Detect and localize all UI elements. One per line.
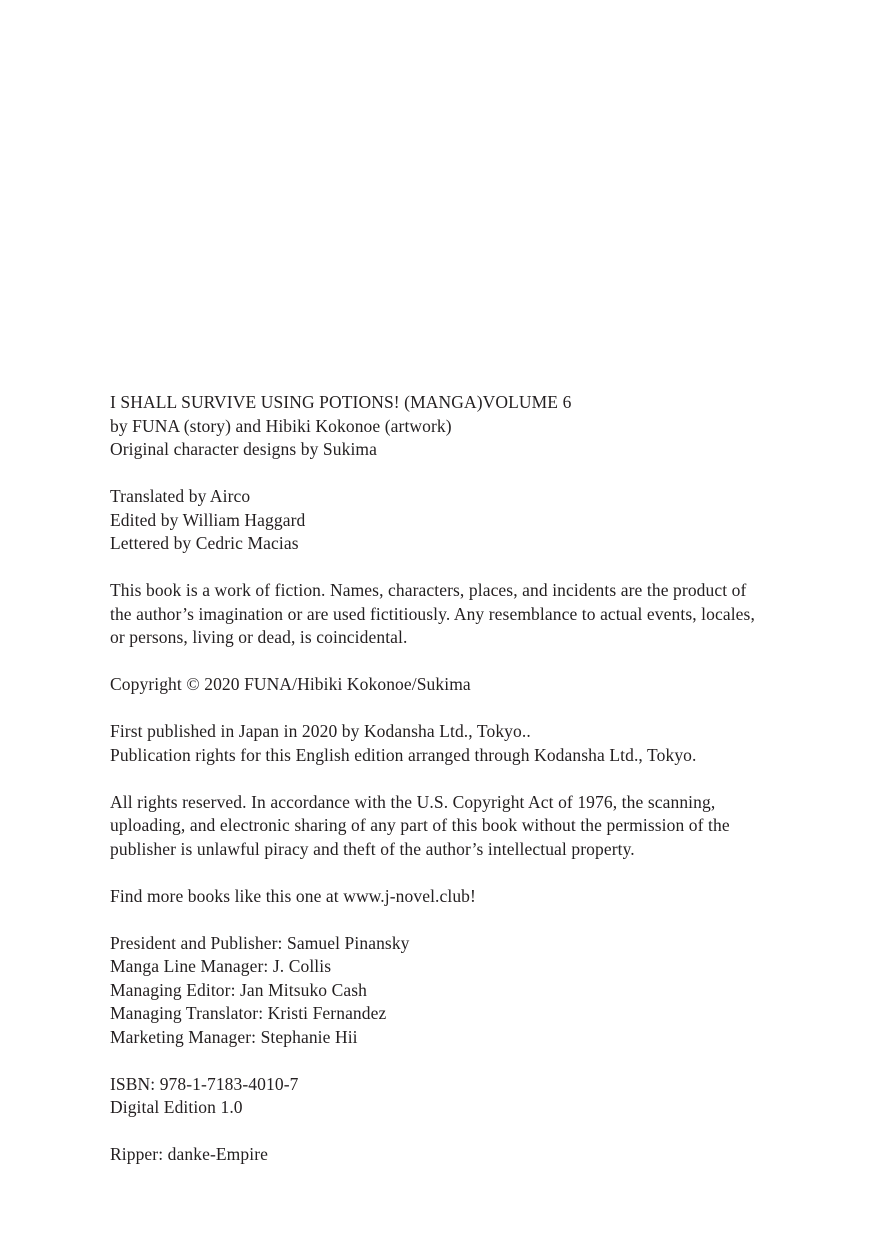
text-line: Edited by William Haggard bbox=[110, 509, 306, 530]
text-line: Manga Line Manager: J. Collis bbox=[110, 956, 332, 976]
colophon-text bbox=[110, 391, 810, 1167]
text-line: Lettered by Cedric Macias bbox=[110, 533, 299, 553]
text-line: Publication rights for this English edition arranged through Kodansha Ltd., Tokyo. bbox=[110, 744, 697, 765]
text-line: First published in Japan in 2020 by Kodansha Ltd., Tokyo.. bbox=[110, 721, 531, 741]
paragraph-copyright-line bbox=[110, 673, 810, 697]
paragraph-staff-block bbox=[110, 932, 810, 1050]
text-line: Ripper: danke-Empire bbox=[110, 1144, 268, 1164]
paragraph-credits-block bbox=[110, 485, 810, 556]
text-line: Find more books like this one at www.j-novel.club! bbox=[110, 885, 476, 906]
text-line: Managing Translator: Kristi Fernandez bbox=[110, 1003, 387, 1023]
text-line: This book is a work of fiction. Names, characters, places, and incidents are the product of bbox=[110, 580, 747, 600]
paragraph-title-block bbox=[110, 391, 810, 462]
paragraph-ripper-line bbox=[110, 1143, 810, 1167]
text-line: Digital Edition 1.0 bbox=[110, 1097, 243, 1117]
text-line: I SHALL SURVIVE USING POTIONS! (MANGA)VOLUME 6 bbox=[110, 392, 572, 412]
text-line: by FUNA (story) and Hibiki Kokonoe (artwork) bbox=[110, 415, 452, 436]
text-line: uploading, and electronic sharing of any part of this book without the permission of the bbox=[110, 815, 730, 835]
text-line: Translated by Airco bbox=[110, 486, 251, 506]
paragraph-rights-block bbox=[110, 791, 810, 862]
text-line: publisher is unlawful piracy and theft of the author’s intellectual property. bbox=[110, 838, 635, 859]
text-line: President and Publisher: Samuel Pinansky bbox=[110, 932, 410, 953]
paragraph-disclaimer-block bbox=[110, 579, 810, 650]
text-line: Managing Editor: Jan Mitsuko Cash bbox=[110, 979, 368, 1000]
text-line: Marketing Manager: Stephanie Hii bbox=[110, 1026, 358, 1047]
text-line: ISBN: 978-1-7183-4010-7 bbox=[110, 1073, 299, 1094]
text-line: All rights reserved. In accordance with the U.S. Copyright Act of 1976, the scanning, bbox=[110, 791, 716, 812]
text-line: or persons, living or dead, is coincidental. bbox=[110, 627, 408, 647]
text-line: Original character designs by Sukima bbox=[110, 439, 377, 459]
paragraph-find-more-line bbox=[110, 885, 810, 909]
text-line: Copyright © 2020 FUNA/Hibiki Kokonoe/Sukima bbox=[110, 674, 471, 694]
text-line: the author’s imagination or are used fictitiously. Any resemblance to actual events, locales, bbox=[110, 603, 755, 624]
paragraph-isbn-block bbox=[110, 1073, 810, 1120]
paragraph-publication-block bbox=[110, 720, 810, 767]
